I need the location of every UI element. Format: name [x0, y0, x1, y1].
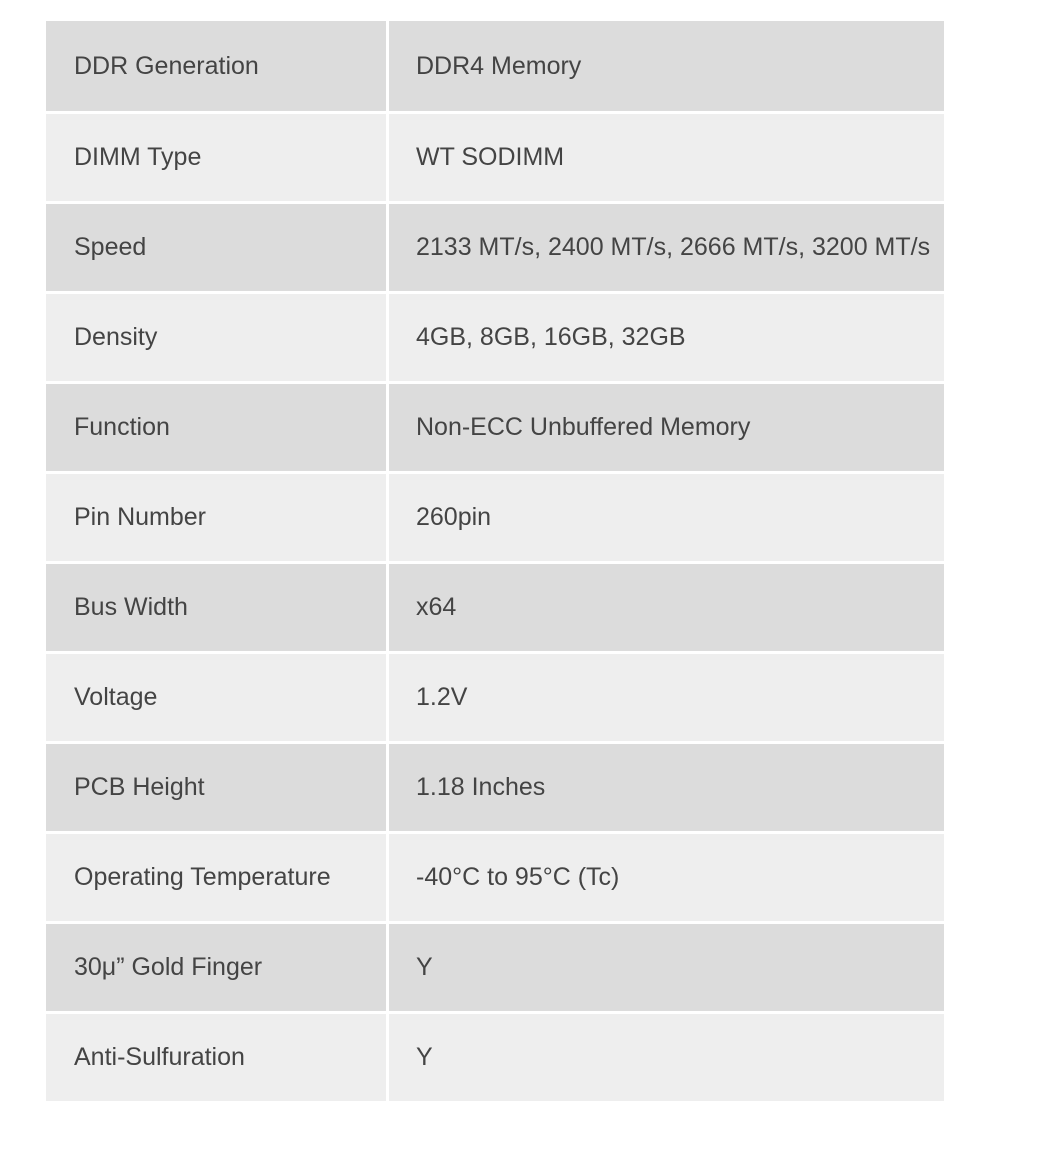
spec-value: Y: [388, 923, 945, 1013]
spec-label: Speed: [46, 203, 388, 293]
spec-table-body: [46, 21, 944, 1101]
spec-row-density: [46, 293, 944, 383]
spec-value: Y: [388, 1013, 945, 1102]
spec-label: Bus Width: [46, 563, 388, 653]
spec-row-pin-number: [46, 473, 944, 563]
spec-value: 4GB, 8GB, 16GB, 32GB: [388, 293, 945, 383]
spec-row-pcb-height: [46, 743, 944, 833]
spec-value: Non-ECC Unbuffered Memory: [388, 383, 945, 473]
spec-row-operating-temperature: [46, 833, 944, 923]
spec-row-gold-finger: [46, 923, 944, 1013]
spec-value: x64: [388, 563, 945, 653]
spec-row-dimm-type: [46, 113, 944, 203]
spec-row-voltage: [46, 653, 944, 743]
spec-value: 1.2V: [388, 653, 945, 743]
spec-row-speed: [46, 203, 944, 293]
spec-value: DDR4 Memory: [388, 21, 945, 113]
spec-row-ddr-generation: [46, 21, 944, 113]
spec-value: 1.18 Inches: [388, 743, 945, 833]
spec-value: -40°C to 95°C (Tc): [388, 833, 945, 923]
spec-table: [46, 21, 944, 1101]
spec-label: Anti-Sulfuration: [46, 1013, 388, 1102]
spec-label: Pin Number: [46, 473, 388, 563]
spec-row-function: [46, 383, 944, 473]
spec-row-anti-sulfuration: [46, 1013, 944, 1102]
spec-value: WT SODIMM: [388, 113, 945, 203]
spec-label: Operating Temperature: [46, 833, 388, 923]
spec-label: PCB Height: [46, 743, 388, 833]
spec-value: 2133 MT/s, 2400 MT/s, 2666 MT/s, 3200 MT/s: [388, 203, 945, 293]
spec-label: DIMM Type: [46, 113, 388, 203]
spec-label: DDR Generation: [46, 21, 388, 113]
spec-value: 260pin: [388, 473, 945, 563]
spec-label: Voltage: [46, 653, 388, 743]
spec-label: Function: [46, 383, 388, 473]
spec-row-bus-width: [46, 563, 944, 653]
spec-label: 30μ” Gold Finger: [46, 923, 388, 1013]
spec-label: Density: [46, 293, 388, 383]
